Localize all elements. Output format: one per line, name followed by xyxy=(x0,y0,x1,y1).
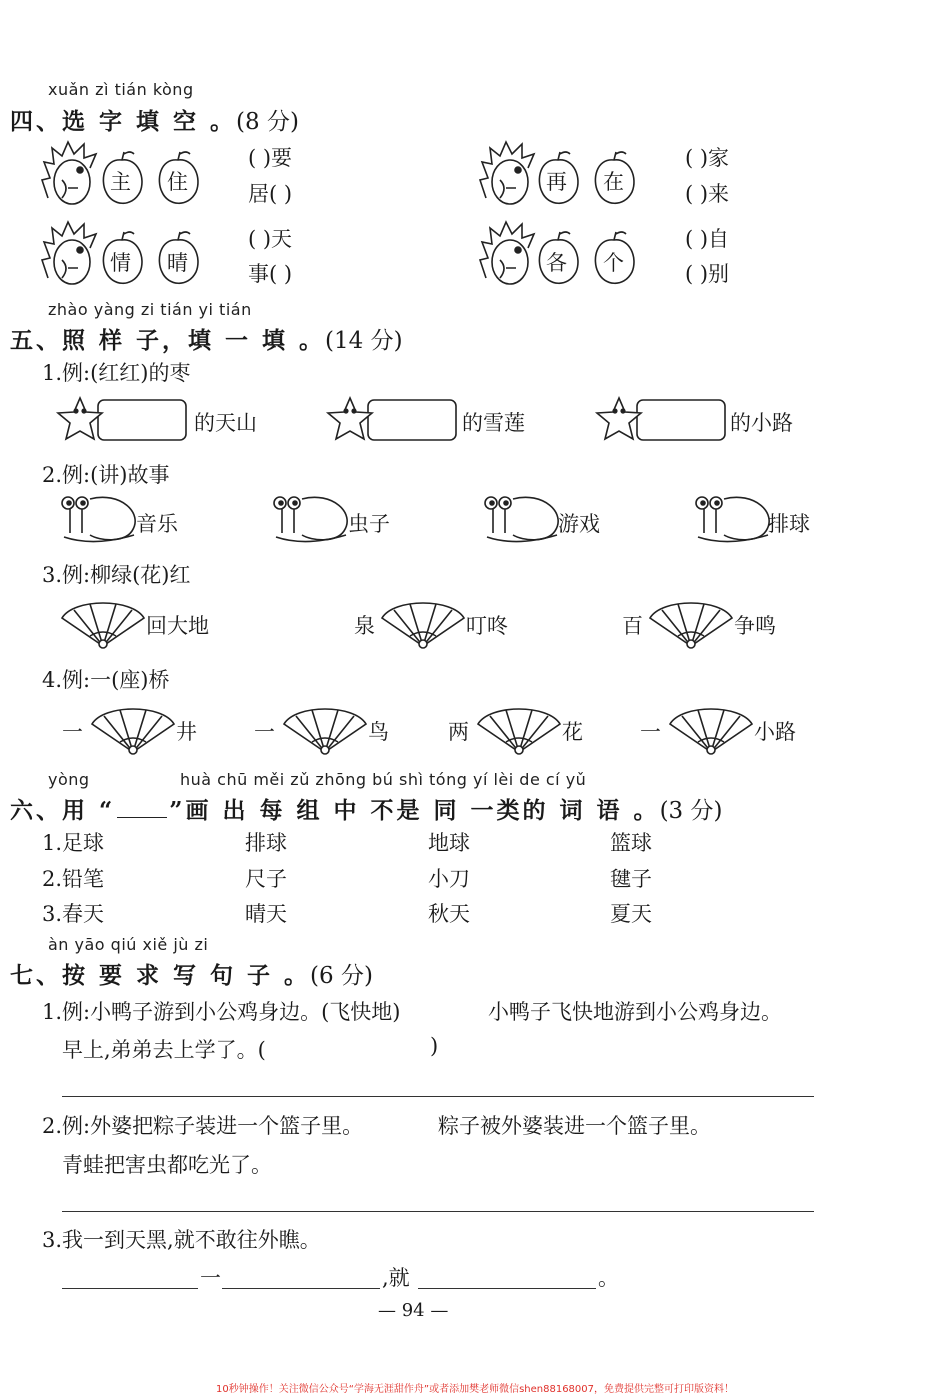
s5-ex2-item-4: 排球 xyxy=(768,512,810,536)
s5-ex1-label: 1.例:(红红)的枣 xyxy=(42,361,191,385)
s5-ex1-item-2: 的雪莲 xyxy=(462,411,525,435)
snail-icon xyxy=(60,493,140,547)
hedgehog-icon xyxy=(40,140,102,210)
s6-r3c2[interactable]: 晴天 xyxy=(245,902,287,926)
s4-char-4a: 各 xyxy=(546,251,567,275)
s5-ex4-after-2: 鸟 xyxy=(368,720,389,744)
fan-icon xyxy=(476,702,562,760)
hedgehog-icon xyxy=(40,220,102,290)
s7-q1-answer: 小鸭子飞快地游到小公鸡身边。 xyxy=(488,1000,782,1024)
s6-r2c1[interactable]: 2.铅笔 xyxy=(42,867,105,891)
s7-q3-blank-2[interactable] xyxy=(222,1288,380,1289)
s6-r1c1[interactable]: 1.足球 xyxy=(42,831,105,855)
s7-q3-blank-3[interactable] xyxy=(418,1288,596,1289)
page-number: — 94 — xyxy=(378,1300,449,1321)
s5-ex1-item-1: 的天山 xyxy=(194,411,257,435)
s5-ex3-after-3: 争鸣 xyxy=(734,614,776,638)
hedgehog-icon xyxy=(478,220,540,290)
star-box-3 xyxy=(597,396,729,446)
s7-q3-mid2: ,就 xyxy=(382,1266,410,1290)
s6-r2c4[interactable]: 毽子 xyxy=(610,867,652,891)
s6-r1c3[interactable]: 地球 xyxy=(428,831,470,855)
s5-ex3-after-1: 回大地 xyxy=(146,614,209,638)
s4-blank-1b[interactable]: 居( ) xyxy=(248,182,293,206)
s7-q2-prompt: 青蛙把害虫都吃光了。 xyxy=(62,1153,272,1177)
s5-pinyin: zhào yàng zi tián yi tián xyxy=(48,300,252,319)
s5-ex4-after-4: 小路 xyxy=(754,720,796,744)
s4-char-4b: 个 xyxy=(603,251,624,275)
s4-blank-2b[interactable]: ( )来 xyxy=(685,182,730,206)
s5-title: 五、照 样 子，填 一 填 。(14 分) xyxy=(10,327,403,354)
fan-icon xyxy=(648,596,734,654)
s7-q3-blank-1[interactable] xyxy=(62,1288,198,1289)
s5-ex3-label: 3.例:柳绿(花)红 xyxy=(42,563,191,587)
s6-r1c4[interactable]: 篮球 xyxy=(610,831,652,855)
s6-r3c1[interactable]: 3.春天 xyxy=(42,902,105,926)
s6-title: 六、用 “ ”画 出 每 组 中 不是 同 一类的 词 语 。(3 分) xyxy=(10,797,723,824)
s6-r2c2[interactable]: 尺子 xyxy=(245,867,287,891)
snail-icon xyxy=(694,493,774,547)
s5-ex2-item-1: 音乐 xyxy=(136,512,178,536)
s5-ex4-after-1: 井 xyxy=(176,720,197,744)
s4-blank-2a[interactable]: ( )家 xyxy=(685,146,730,170)
s7-q1-prompt: 早上,弟弟去上学了。( xyxy=(62,1038,266,1062)
s7-q1-answer-line[interactable] xyxy=(62,1096,814,1097)
footer-note: 10秒钟操作！关注微信公众号“学海无涯甜作舟”或者添加樊老师微信shen88168007，免费提供完整可打印版资料！ xyxy=(215,1384,735,1395)
snail-icon xyxy=(483,493,563,547)
snail-icon xyxy=(272,493,352,547)
s7-q3-mid1: 一 xyxy=(200,1266,221,1290)
s4-blank-3b[interactable]: 事( ) xyxy=(248,262,293,286)
s4-pinyin: xuǎn zì tián kòng xyxy=(48,80,194,99)
s7-q1-example: 1.例:小鸭子游到小公鸡身边。(飞快地) xyxy=(42,1000,401,1024)
s7-q3-end: 。 xyxy=(598,1266,619,1290)
s4-char-1b: 住 xyxy=(167,170,188,194)
s4-blank-4b[interactable]: ( )别 xyxy=(685,262,730,286)
s6-r2c3[interactable]: 小刀 xyxy=(428,867,470,891)
s4-char-1a: 主 xyxy=(110,170,131,194)
fan-icon xyxy=(90,702,176,760)
s5-ex1-item-3: 的小路 xyxy=(730,411,793,435)
s5-ex4-before-3: 两 xyxy=(448,720,469,744)
s5-ex2-label: 2.例:(讲)故事 xyxy=(42,463,170,487)
s7-q2-answer-line[interactable] xyxy=(62,1211,814,1212)
s5-ex2-item-2: 虫子 xyxy=(348,512,390,536)
s7-q3-example: 3.我一到天黑,就不敢往外瞧。 xyxy=(42,1228,321,1252)
s5-ex3-before-3: 百 xyxy=(622,614,643,638)
s4-char-2a: 再 xyxy=(546,170,567,194)
s4-char-3a: 情 xyxy=(110,251,131,275)
s5-ex3-after-2: 叮咚 xyxy=(466,614,508,638)
s4-char-3b: 晴 xyxy=(167,251,188,275)
s4-title: 四、选 字 填 空 。(8 分) xyxy=(10,108,299,135)
s7-q2-answer: 粽子被外婆装进一个篮子里。 xyxy=(438,1114,711,1138)
s4-blank-3a[interactable]: ( )天 xyxy=(248,227,293,251)
s5-ex4-after-3: 花 xyxy=(562,720,583,744)
hedgehog-icon xyxy=(478,140,540,210)
s6-r3c4[interactable]: 夏天 xyxy=(610,902,652,926)
s7-title: 七、按 要 求 写 句 子 。(6 分) xyxy=(10,962,373,989)
s7-q1-close: ) xyxy=(430,1034,439,1058)
fan-icon xyxy=(282,702,368,760)
s5-ex4-before-4: 一 xyxy=(640,720,661,744)
s6-r1c2[interactable]: 排球 xyxy=(245,831,287,855)
s7-q2-example: 2.例:外婆把粽子装进一个篮子里。 xyxy=(42,1114,364,1138)
s5-ex2-item-3: 游戏 xyxy=(558,512,600,536)
s7-pinyin: àn yāo qiú xiě jù zi xyxy=(48,935,209,954)
s5-ex4-label: 4.例:一(座)桥 xyxy=(42,668,170,692)
s6-r3c3[interactable]: 秋天 xyxy=(428,902,470,926)
s6-pinyin-b: huà chū měi zǔ zhōng bú shì tóng yí lèi de cí yǔ xyxy=(180,770,587,789)
s5-ex4-before-1: 一 xyxy=(62,720,83,744)
s6-pinyin-a: yòng xyxy=(48,770,90,789)
s5-ex4-before-2: 一 xyxy=(254,720,275,744)
s4-blank-1a[interactable]: ( )要 xyxy=(248,146,293,170)
s4-char-2b: 在 xyxy=(603,170,624,194)
s4-blank-4a[interactable]: ( )自 xyxy=(685,227,730,251)
fan-icon xyxy=(60,596,146,654)
fan-icon xyxy=(380,596,466,654)
fan-icon xyxy=(668,702,754,760)
s5-ex3-before-2: 泉 xyxy=(354,614,375,638)
star-box-2 xyxy=(328,396,460,446)
star-box-1 xyxy=(58,396,190,446)
